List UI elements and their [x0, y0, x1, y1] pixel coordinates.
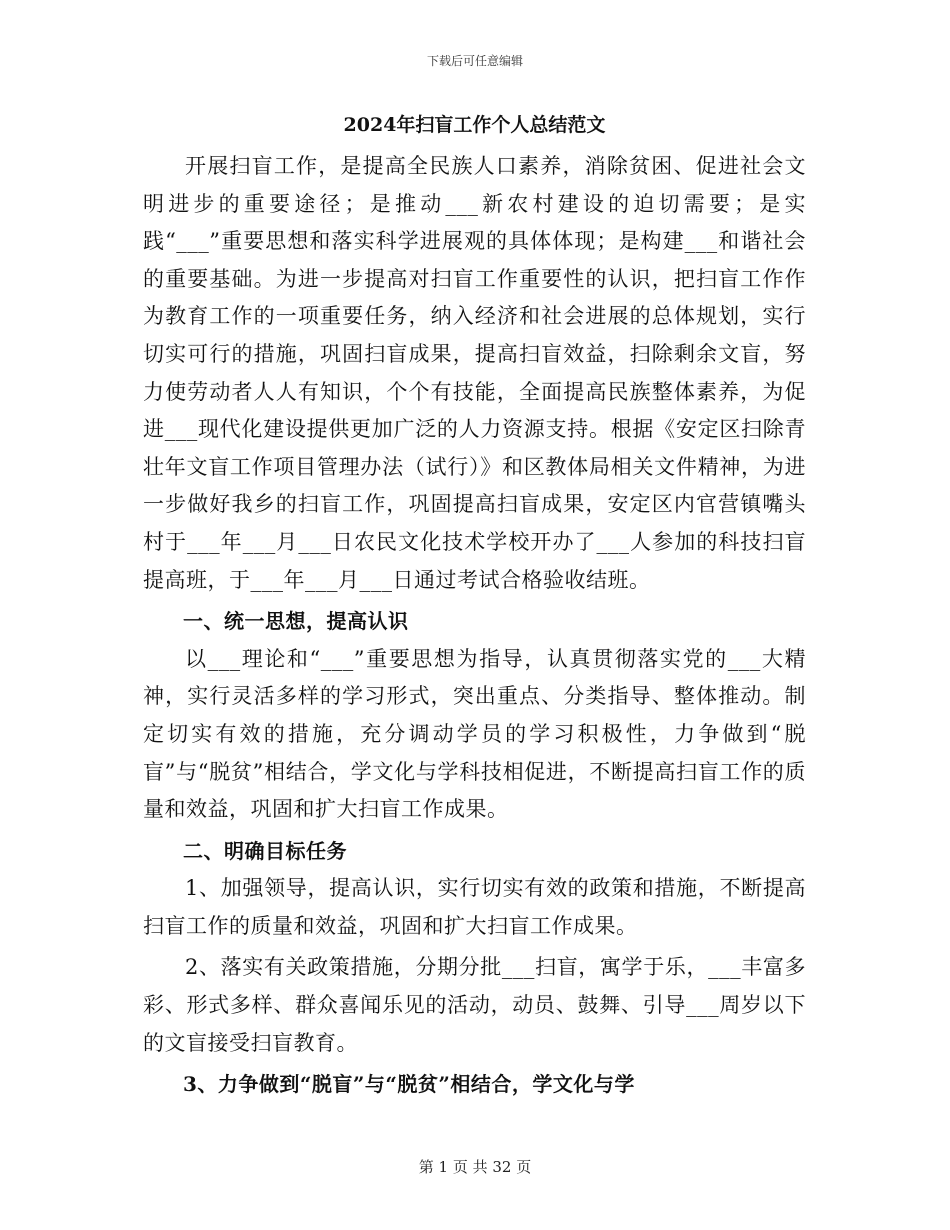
section2-heading: 二、明确目标任务	[183, 838, 347, 863]
document-body	[143, 110, 806, 1104]
section2-item1: 1、加强领导，提高认识，实行切实有效的政策和措施，不断提高扫盲工作的质量和效益，巩固和扩大扫盲工作成果。	[143, 876, 806, 938]
section2-item3-heading: 3、力争做到“脱盲”与“脱贫”相结合，学文化与学	[183, 1072, 635, 1097]
section1-heading: 一、统一思想，提高认识	[183, 609, 409, 634]
document-title: 2024年扫盲工作个人总结范文	[343, 114, 606, 136]
intro-paragraph: 开展扫盲工作，是提高全民族人口素养，消除贫困、促进社会文明进步的重要途径；是推动___新农村建设的迫切需要；是实践“___”重要思想和落实科学进展观的具体体现；是构建___和谐社会的重要基础。为进一步提高对扫盲工作重要性的认识，把扫盲工作作为教育工作的一项重要任务，纳入经济和社会进展的总体规划，实行切实可行的措施，巩固扫盲成果，提高扫盲效益，扫除剩余文盲，努力使劳动者人人有知识，个个有技能，全面提高民族整体素养，为促进___现代化建设提供更加广泛的人力资源支持。根据《安定区扫除青壮年文盲工作项目管理办法（试行）》和区教体局相关文件精神，为进一步做好我乡的扫盲工作，巩固提高扫盲成果，安定区内官营镇嘴头村于___年___月___日农民文化技术学校开办了___人参加的科技扫盲提高班，于___年___月___日通过考试合格验收结班。	[143, 154, 806, 592]
page-header-note: 下载后可任意编辑	[426, 54, 523, 68]
page-footer-number: 第 1 页 共 32 页	[418, 1158, 532, 1176]
section1-paragraph: 以___理论和“___”重要思想为指导，认真贯彻落实党的___大精神，实行灵活多样的学习形式，突出重点、分类指导、整体推动。制定切实有效的措施，充分调动学员的学习积极性，力争做到“脱盲”与“脱贫”相结合，学文化与学科技相促进，不断提高扫盲工作的质量和效益，巩固和扩大扫盲工作成果。	[143, 646, 806, 822]
section2-item2: 2、落实有关政策措施，分期分批___扫盲，寓学于乐，___丰富多彩、形式多样、群众喜闻乐见的活动，动员、鼓舞、引导___周岁以下的文盲接受扫盲教育。	[143, 955, 806, 1055]
